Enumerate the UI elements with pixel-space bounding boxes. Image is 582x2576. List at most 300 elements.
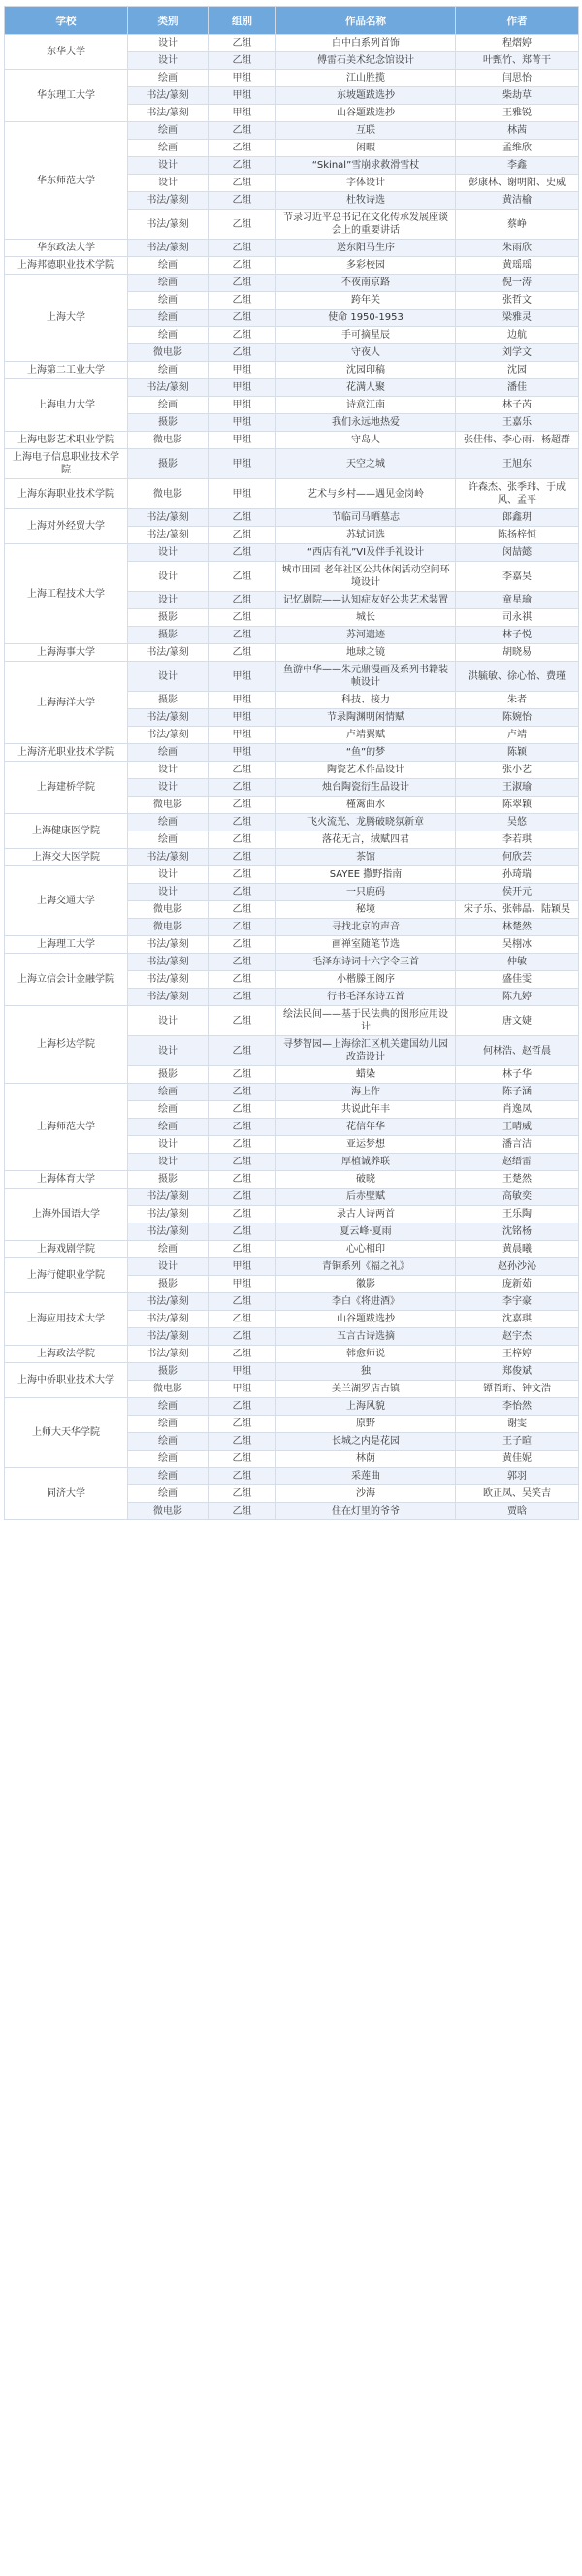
work-title-cell: 节录习近平总书记在文化传承发展座谈会上的重要讲话 bbox=[276, 210, 456, 240]
work-title-cell: 闲暇 bbox=[276, 140, 456, 157]
work-title-cell: 城长 bbox=[276, 609, 456, 627]
author-cell: 唐文婕 bbox=[456, 1006, 579, 1036]
author-cell: 闫思怡 bbox=[456, 70, 579, 87]
author-cell: 沈铭杨 bbox=[456, 1223, 579, 1241]
author-cell: 郭羽 bbox=[456, 1468, 579, 1485]
category-cell: 设计 bbox=[128, 35, 209, 52]
work-title-cell: 毛泽东诗词十六字令三首 bbox=[276, 954, 456, 971]
author-cell: 郑俊斌 bbox=[456, 1363, 579, 1381]
category-cell: 绘画 bbox=[128, 70, 209, 87]
category-cell: 摄影 bbox=[128, 414, 209, 432]
author-cell: 梁雅灵 bbox=[456, 310, 579, 327]
table-row bbox=[5, 644, 579, 662]
category-cell: 书法/篆刻 bbox=[128, 1346, 209, 1363]
work-title-cell: 山谷题跋选抄 bbox=[276, 1311, 456, 1328]
school-cell: 上海工程技术大学 bbox=[5, 544, 128, 644]
group-cell: 乙组 bbox=[209, 1433, 276, 1451]
school-cell: 上海第二工业大学 bbox=[5, 362, 128, 379]
author-cell: 何林浩、赵哲晨 bbox=[456, 1036, 579, 1066]
work-title-cell: 诗意江南 bbox=[276, 397, 456, 414]
author-cell: 王旭东 bbox=[456, 449, 579, 479]
author-cell: 张哲文 bbox=[456, 292, 579, 310]
group-cell: 乙组 bbox=[209, 292, 276, 310]
category-cell: 微电影 bbox=[128, 1381, 209, 1398]
author-cell: 李怡然 bbox=[456, 1398, 579, 1416]
table-row bbox=[5, 509, 579, 527]
author-cell: 黄佳妮 bbox=[456, 1451, 579, 1468]
author-cell: 吴栩冰 bbox=[456, 936, 579, 954]
category-cell: 微电影 bbox=[128, 344, 209, 362]
work-title-cell: 守夜人 bbox=[276, 344, 456, 362]
group-cell: 乙组 bbox=[209, 1346, 276, 1363]
author-cell: 张佳伟、李心雨、杨超群 bbox=[456, 432, 579, 449]
work-title-cell: 城市田园 老年社区公共休闲活动空间环境设计 bbox=[276, 562, 456, 592]
category-cell: 摄影 bbox=[128, 1276, 209, 1293]
author-cell: 许森杰、张季玮、于成风、孟平 bbox=[456, 479, 579, 509]
group-cell: 甲组 bbox=[209, 105, 276, 122]
work-title-cell: 韩愈师说 bbox=[276, 1346, 456, 1363]
work-title-cell: 长城之内是花园 bbox=[276, 1433, 456, 1451]
category-cell: 摄影 bbox=[128, 1363, 209, 1381]
work-title-cell: 江山胜揽 bbox=[276, 70, 456, 87]
group-cell: 甲组 bbox=[209, 662, 276, 692]
table-row bbox=[5, 479, 579, 509]
group-cell: 甲组 bbox=[209, 692, 276, 709]
table-row bbox=[5, 1241, 579, 1258]
group-cell: 乙组 bbox=[209, 1036, 276, 1066]
table-row bbox=[5, 240, 579, 257]
author-cell: 宋子乐、张韩晶、陆颖昊 bbox=[456, 901, 579, 919]
author-cell: 蔡峥 bbox=[456, 210, 579, 240]
group-cell: 乙组 bbox=[209, 1468, 276, 1485]
work-title-cell: 寻梦智园—上海徐汇区机关建国幼儿园改造设计 bbox=[276, 1036, 456, 1066]
work-title-cell: 心心相印 bbox=[276, 1241, 456, 1258]
table-row bbox=[5, 1293, 579, 1311]
group-cell: 乙组 bbox=[209, 1101, 276, 1119]
group-cell: 乙组 bbox=[209, 1241, 276, 1258]
group-cell: 乙组 bbox=[209, 814, 276, 831]
author-cell: 黄晨曦 bbox=[456, 1241, 579, 1258]
work-title-cell: 我们永远地热爱 bbox=[276, 414, 456, 432]
author-cell: 李鑫 bbox=[456, 157, 579, 175]
author-cell: 王子暄 bbox=[456, 1433, 579, 1451]
category-cell: 摄影 bbox=[128, 692, 209, 709]
work-title-cell: “Skinal”雪崩求救滑雪杖 bbox=[276, 157, 456, 175]
author-cell: 侯开元 bbox=[456, 884, 579, 901]
author-cell: 倪一涛 bbox=[456, 275, 579, 292]
author-cell: 赵缙雷 bbox=[456, 1154, 579, 1171]
table-row bbox=[5, 1006, 579, 1036]
school-cell: 上师大天华学院 bbox=[5, 1398, 128, 1468]
author-cell: 王乐陶 bbox=[456, 1206, 579, 1223]
group-cell: 乙组 bbox=[209, 1189, 276, 1206]
work-title-cell: 字体设计 bbox=[276, 175, 456, 192]
school-cell: 上海海事大学 bbox=[5, 644, 128, 662]
work-title-cell: 节临司马晒墓志 bbox=[276, 509, 456, 527]
author-cell: 陈婉怡 bbox=[456, 709, 579, 727]
work-title-cell: 地球之镜 bbox=[276, 644, 456, 662]
author-cell: 胡晓易 bbox=[456, 644, 579, 662]
work-title-cell: 录古人诗两首 bbox=[276, 1206, 456, 1223]
author-cell: 林楚然 bbox=[456, 919, 579, 936]
author-cell: 沈嘉琪 bbox=[456, 1311, 579, 1328]
category-cell: 微电影 bbox=[128, 479, 209, 509]
group-cell: 甲组 bbox=[209, 479, 276, 509]
school-cell: 华东师范大学 bbox=[5, 122, 128, 240]
group-cell: 乙组 bbox=[209, 1223, 276, 1241]
author-cell: 欧正凤、吴笑吉 bbox=[456, 1485, 579, 1503]
table-row bbox=[5, 814, 579, 831]
group-cell: 乙组 bbox=[209, 192, 276, 210]
group-cell: 乙组 bbox=[209, 762, 276, 779]
work-title-cell: 行书毛泽东诗五首 bbox=[276, 989, 456, 1006]
group-cell: 乙组 bbox=[209, 1084, 276, 1101]
work-title-cell: 互联 bbox=[276, 122, 456, 140]
work-title-cell: 上海风貌 bbox=[276, 1398, 456, 1416]
category-cell: 书法/篆刻 bbox=[128, 1328, 209, 1346]
author-cell: 何欣芸 bbox=[456, 849, 579, 866]
group-cell: 乙组 bbox=[209, 562, 276, 592]
category-cell: 绘画 bbox=[128, 275, 209, 292]
category-cell: 绘画 bbox=[128, 744, 209, 762]
group-cell: 乙组 bbox=[209, 901, 276, 919]
group-cell: 乙组 bbox=[209, 52, 276, 70]
category-cell: 设计 bbox=[128, 884, 209, 901]
work-title-cell: 厚植诚养联 bbox=[276, 1154, 456, 1171]
group-cell: 乙组 bbox=[209, 1006, 276, 1036]
category-cell: 设计 bbox=[128, 762, 209, 779]
table-row bbox=[5, 866, 579, 884]
school-cell: 同济大学 bbox=[5, 1468, 128, 1520]
table-row bbox=[5, 849, 579, 866]
work-title-cell: 不夜南京路 bbox=[276, 275, 456, 292]
group-cell: 甲组 bbox=[209, 397, 276, 414]
author-cell: 张小艺 bbox=[456, 762, 579, 779]
work-title-cell: 花满人聚 bbox=[276, 379, 456, 397]
category-cell: 绘画 bbox=[128, 1468, 209, 1485]
work-title-cell: 杜牧诗选 bbox=[276, 192, 456, 210]
work-title-cell: 苏轼词选 bbox=[276, 527, 456, 544]
work-title-cell: 沈园印稿 bbox=[276, 362, 456, 379]
category-cell: 书法/篆刻 bbox=[128, 1189, 209, 1206]
author-cell: 洪毓敏、徐心怡、费瑾 bbox=[456, 662, 579, 692]
school-cell: 华东政法大学 bbox=[5, 240, 128, 257]
category-cell: 绘画 bbox=[128, 1398, 209, 1416]
table-row bbox=[5, 1258, 579, 1276]
group-cell: 乙组 bbox=[209, 1119, 276, 1136]
school-cell: 上海电影艺术职业学院 bbox=[5, 432, 128, 449]
category-cell: 绘画 bbox=[128, 327, 209, 344]
category-cell: 摄影 bbox=[128, 1171, 209, 1189]
group-cell: 乙组 bbox=[209, 544, 276, 562]
work-title-cell: 采莲曲 bbox=[276, 1468, 456, 1485]
group-cell: 甲组 bbox=[209, 727, 276, 744]
category-cell: 书法/篆刻 bbox=[128, 527, 209, 544]
category-cell: 设计 bbox=[128, 1006, 209, 1036]
group-cell: 甲组 bbox=[209, 709, 276, 727]
author-cell: 高敏奕 bbox=[456, 1189, 579, 1206]
school-cell: 上海师范大学 bbox=[5, 1084, 128, 1171]
work-title-cell: 白中白系列首饰 bbox=[276, 35, 456, 52]
table-row bbox=[5, 1346, 579, 1363]
school-cell: 上海体育大学 bbox=[5, 1171, 128, 1189]
category-cell: 书法/篆刻 bbox=[128, 954, 209, 971]
work-title-cell: “鱼”的梦 bbox=[276, 744, 456, 762]
category-cell: 设计 bbox=[128, 592, 209, 609]
author-cell: 潘言洁 bbox=[456, 1136, 579, 1154]
school-cell: 上海对外经贸大学 bbox=[5, 509, 128, 544]
author-cell: 盛佳雯 bbox=[456, 971, 579, 989]
work-title-cell: SAYEE 撒野指南 bbox=[276, 866, 456, 884]
group-cell: 乙组 bbox=[209, 1451, 276, 1468]
table-row bbox=[5, 362, 579, 379]
category-cell: 书法/篆刻 bbox=[128, 87, 209, 105]
work-title-cell: 一只鹿码 bbox=[276, 884, 456, 901]
work-title-cell: 五言古诗选摘 bbox=[276, 1328, 456, 1346]
group-cell: 乙组 bbox=[209, 1293, 276, 1311]
author-cell: 镡哲珩、钟文浩 bbox=[456, 1381, 579, 1398]
category-cell: 设计 bbox=[128, 157, 209, 175]
group-cell: 乙组 bbox=[209, 627, 276, 644]
group-cell: 甲组 bbox=[209, 414, 276, 432]
school-cell: 上海外国语大学 bbox=[5, 1189, 128, 1241]
work-title-cell: 原野 bbox=[276, 1416, 456, 1433]
group-cell: 乙组 bbox=[209, 592, 276, 609]
category-cell: 绘画 bbox=[128, 1084, 209, 1101]
school-cell: 上海中侨职业技术大学 bbox=[5, 1363, 128, 1398]
category-cell: 设计 bbox=[128, 779, 209, 797]
work-title-cell: 卢靖翼赋 bbox=[276, 727, 456, 744]
author-cell: 孟维欣 bbox=[456, 140, 579, 157]
category-cell: 绘画 bbox=[128, 122, 209, 140]
category-cell: 绘画 bbox=[128, 397, 209, 414]
author-cell: 陈颖 bbox=[456, 744, 579, 762]
work-title-cell: 沙海 bbox=[276, 1485, 456, 1503]
author-cell: 边航 bbox=[456, 327, 579, 344]
work-title-cell: 节录陶渊明闲情赋 bbox=[276, 709, 456, 727]
school-cell: 上海交通大学 bbox=[5, 866, 128, 936]
group-cell: 乙组 bbox=[209, 310, 276, 327]
group-cell: 甲组 bbox=[209, 1381, 276, 1398]
group-cell: 乙组 bbox=[209, 240, 276, 257]
work-title-cell: 傅雷石美术纪念馆设计 bbox=[276, 52, 456, 70]
table-row bbox=[5, 1398, 579, 1416]
school-cell: 上海政法学院 bbox=[5, 1346, 128, 1363]
author-cell: 卢靖 bbox=[456, 727, 579, 744]
author-cell: 王雅锐 bbox=[456, 105, 579, 122]
category-cell: 摄影 bbox=[128, 609, 209, 627]
category-cell: 摄影 bbox=[128, 627, 209, 644]
group-cell: 乙组 bbox=[209, 797, 276, 814]
school-cell: 上海海洋大学 bbox=[5, 662, 128, 744]
category-cell: 书法/篆刻 bbox=[128, 379, 209, 397]
group-cell: 乙组 bbox=[209, 257, 276, 275]
category-cell: 绘画 bbox=[128, 1119, 209, 1136]
work-title-cell: 飞火流光、龙腾破晓氛新章 bbox=[276, 814, 456, 831]
group-cell: 乙组 bbox=[209, 1328, 276, 1346]
category-cell: 摄影 bbox=[128, 449, 209, 479]
awards-table bbox=[4, 6, 579, 1520]
group-cell: 甲组 bbox=[209, 379, 276, 397]
work-title-cell: 破晓 bbox=[276, 1171, 456, 1189]
school-cell: 上海戏剧学院 bbox=[5, 1241, 128, 1258]
category-cell: 设计 bbox=[128, 52, 209, 70]
table-row bbox=[5, 1171, 579, 1189]
school-cell: 上海应用技术大学 bbox=[5, 1293, 128, 1346]
category-cell: 书法/篆刻 bbox=[128, 1311, 209, 1328]
work-title-cell: 花信年华 bbox=[276, 1119, 456, 1136]
category-cell: 绘画 bbox=[128, 362, 209, 379]
group-cell: 乙组 bbox=[209, 275, 276, 292]
group-cell: 乙组 bbox=[209, 157, 276, 175]
category-cell: 摄影 bbox=[128, 1066, 209, 1084]
author-cell: 庞新茹 bbox=[456, 1276, 579, 1293]
school-cell: 上海理工大学 bbox=[5, 936, 128, 954]
author-cell: 朱雨欣 bbox=[456, 240, 579, 257]
group-cell: 乙组 bbox=[209, 1136, 276, 1154]
category-cell: 书法/篆刻 bbox=[128, 509, 209, 527]
author-cell: 赵孙沙沁 bbox=[456, 1258, 579, 1276]
category-cell: 书法/篆刻 bbox=[128, 240, 209, 257]
school-cell: 上海邦德职业技术学院 bbox=[5, 257, 128, 275]
group-cell: 乙组 bbox=[209, 866, 276, 884]
category-cell: 微电影 bbox=[128, 901, 209, 919]
school-cell: 上海行健职业学院 bbox=[5, 1258, 128, 1293]
work-title-cell: 青铜系列《福之礼》 bbox=[276, 1258, 456, 1276]
work-title-cell: 艺术与乡村——遇见金岗岭 bbox=[276, 479, 456, 509]
category-cell: 微电影 bbox=[128, 919, 209, 936]
work-title-cell: 守岛人 bbox=[276, 432, 456, 449]
school-cell: 上海健康医学院 bbox=[5, 814, 128, 849]
school-cell: 东华大学 bbox=[5, 35, 128, 70]
category-cell: 书法/篆刻 bbox=[128, 210, 209, 240]
group-cell: 甲组 bbox=[209, 432, 276, 449]
work-title-cell: 跨年关 bbox=[276, 292, 456, 310]
table-row bbox=[5, 1189, 579, 1206]
table-row bbox=[5, 432, 579, 449]
group-cell: 乙组 bbox=[209, 1206, 276, 1223]
table-row bbox=[5, 936, 579, 954]
group-cell: 乙组 bbox=[209, 210, 276, 240]
author-cell: 陈翠颖 bbox=[456, 797, 579, 814]
group-cell: 甲组 bbox=[209, 744, 276, 762]
work-title-cell: 夏云峰·夏雨 bbox=[276, 1223, 456, 1241]
table-row bbox=[5, 1363, 579, 1381]
author-cell: 陈子涵 bbox=[456, 1084, 579, 1101]
group-cell: 乙组 bbox=[209, 509, 276, 527]
group-cell: 乙组 bbox=[209, 936, 276, 954]
group-cell: 甲组 bbox=[209, 87, 276, 105]
work-title-cell: 寻找北京的声音 bbox=[276, 919, 456, 936]
table-row bbox=[5, 35, 579, 52]
table-row bbox=[5, 1084, 579, 1101]
header-school: 学校 bbox=[5, 7, 128, 35]
author-cell: 沈园 bbox=[456, 362, 579, 379]
group-cell: 乙组 bbox=[209, 527, 276, 544]
table-row bbox=[5, 762, 579, 779]
group-cell: 乙组 bbox=[209, 140, 276, 157]
author-cell: 仲敏 bbox=[456, 954, 579, 971]
work-title-cell: 落花无言，绒赋四君 bbox=[276, 831, 456, 849]
author-cell: 林子悦 bbox=[456, 627, 579, 644]
category-cell: 书法/篆刻 bbox=[128, 1293, 209, 1311]
school-cell: 上海立信会计金融学院 bbox=[5, 954, 128, 1006]
work-title-cell: 后赤壁赋 bbox=[276, 1189, 456, 1206]
group-cell: 甲组 bbox=[209, 362, 276, 379]
group-cell: 乙组 bbox=[209, 644, 276, 662]
group-cell: 乙组 bbox=[209, 919, 276, 936]
author-cell: 王梓婷 bbox=[456, 1346, 579, 1363]
category-cell: 书法/篆刻 bbox=[128, 989, 209, 1006]
category-cell: 书法/篆刻 bbox=[128, 971, 209, 989]
author-cell: 李嘉昊 bbox=[456, 562, 579, 592]
group-cell: 乙组 bbox=[209, 989, 276, 1006]
school-cell: 上海济光职业技术学院 bbox=[5, 744, 128, 762]
category-cell: 设计 bbox=[128, 662, 209, 692]
category-cell: 绘画 bbox=[128, 1241, 209, 1258]
work-title-cell: 亚运梦想 bbox=[276, 1136, 456, 1154]
group-cell: 甲组 bbox=[209, 70, 276, 87]
author-cell: 孙琦瑞 bbox=[456, 866, 579, 884]
group-cell: 乙组 bbox=[209, 884, 276, 901]
group-cell: 乙组 bbox=[209, 35, 276, 52]
school-cell: 上海东海职业技术学院 bbox=[5, 479, 128, 509]
author-cell: 吴悠 bbox=[456, 814, 579, 831]
author-cell: 朱者 bbox=[456, 692, 579, 709]
group-cell: 乙组 bbox=[209, 175, 276, 192]
group-cell: 乙组 bbox=[209, 779, 276, 797]
work-title-cell: 陶瓷艺术作品设计 bbox=[276, 762, 456, 779]
work-title-cell: 多彩校园 bbox=[276, 257, 456, 275]
table-row bbox=[5, 1468, 579, 1485]
author-cell: 司永祺 bbox=[456, 609, 579, 627]
author-cell: 王淑瑜 bbox=[456, 779, 579, 797]
work-title-cell: 李白《将进酒》 bbox=[276, 1293, 456, 1311]
group-cell: 乙组 bbox=[209, 849, 276, 866]
category-cell: 书法/篆刻 bbox=[128, 644, 209, 662]
group-cell: 乙组 bbox=[209, 1154, 276, 1171]
group-cell: 甲组 bbox=[209, 1258, 276, 1276]
work-title-cell: 美兰湖罗店古镇 bbox=[276, 1381, 456, 1398]
table-row bbox=[5, 544, 579, 562]
author-cell: 李若琪 bbox=[456, 831, 579, 849]
group-cell: 乙组 bbox=[209, 327, 276, 344]
author-cell: 谢雯 bbox=[456, 1416, 579, 1433]
author-cell: 赵宇杰 bbox=[456, 1328, 579, 1346]
work-title-cell: 使命 1950-1953 bbox=[276, 310, 456, 327]
author-cell: 林子芮 bbox=[456, 397, 579, 414]
category-cell: 绘画 bbox=[128, 1451, 209, 1468]
table-row bbox=[5, 954, 579, 971]
group-cell: 乙组 bbox=[209, 1398, 276, 1416]
group-cell: 乙组 bbox=[209, 1066, 276, 1084]
category-cell: 微电影 bbox=[128, 797, 209, 814]
group-cell: 乙组 bbox=[209, 831, 276, 849]
category-cell: 设计 bbox=[128, 1258, 209, 1276]
work-title-cell: 记忆剧院——认知症友好公共艺术装置 bbox=[276, 592, 456, 609]
author-cell: 柴劫草 bbox=[456, 87, 579, 105]
category-cell: 绘画 bbox=[128, 1433, 209, 1451]
school-cell: 上海交大医学院 bbox=[5, 849, 128, 866]
school-cell: 上海建桥学院 bbox=[5, 762, 128, 814]
category-cell: 绘画 bbox=[128, 140, 209, 157]
school-cell: 上海电子信息职业技术学院 bbox=[5, 449, 128, 479]
work-title-cell: 送东阳马生序 bbox=[276, 240, 456, 257]
work-title-cell: 天空之城 bbox=[276, 449, 456, 479]
work-title-cell: 绘法民间——基于民法典的图形应用设计 bbox=[276, 1006, 456, 1036]
category-cell: 绘画 bbox=[128, 292, 209, 310]
author-cell: 程熠婷 bbox=[456, 35, 579, 52]
